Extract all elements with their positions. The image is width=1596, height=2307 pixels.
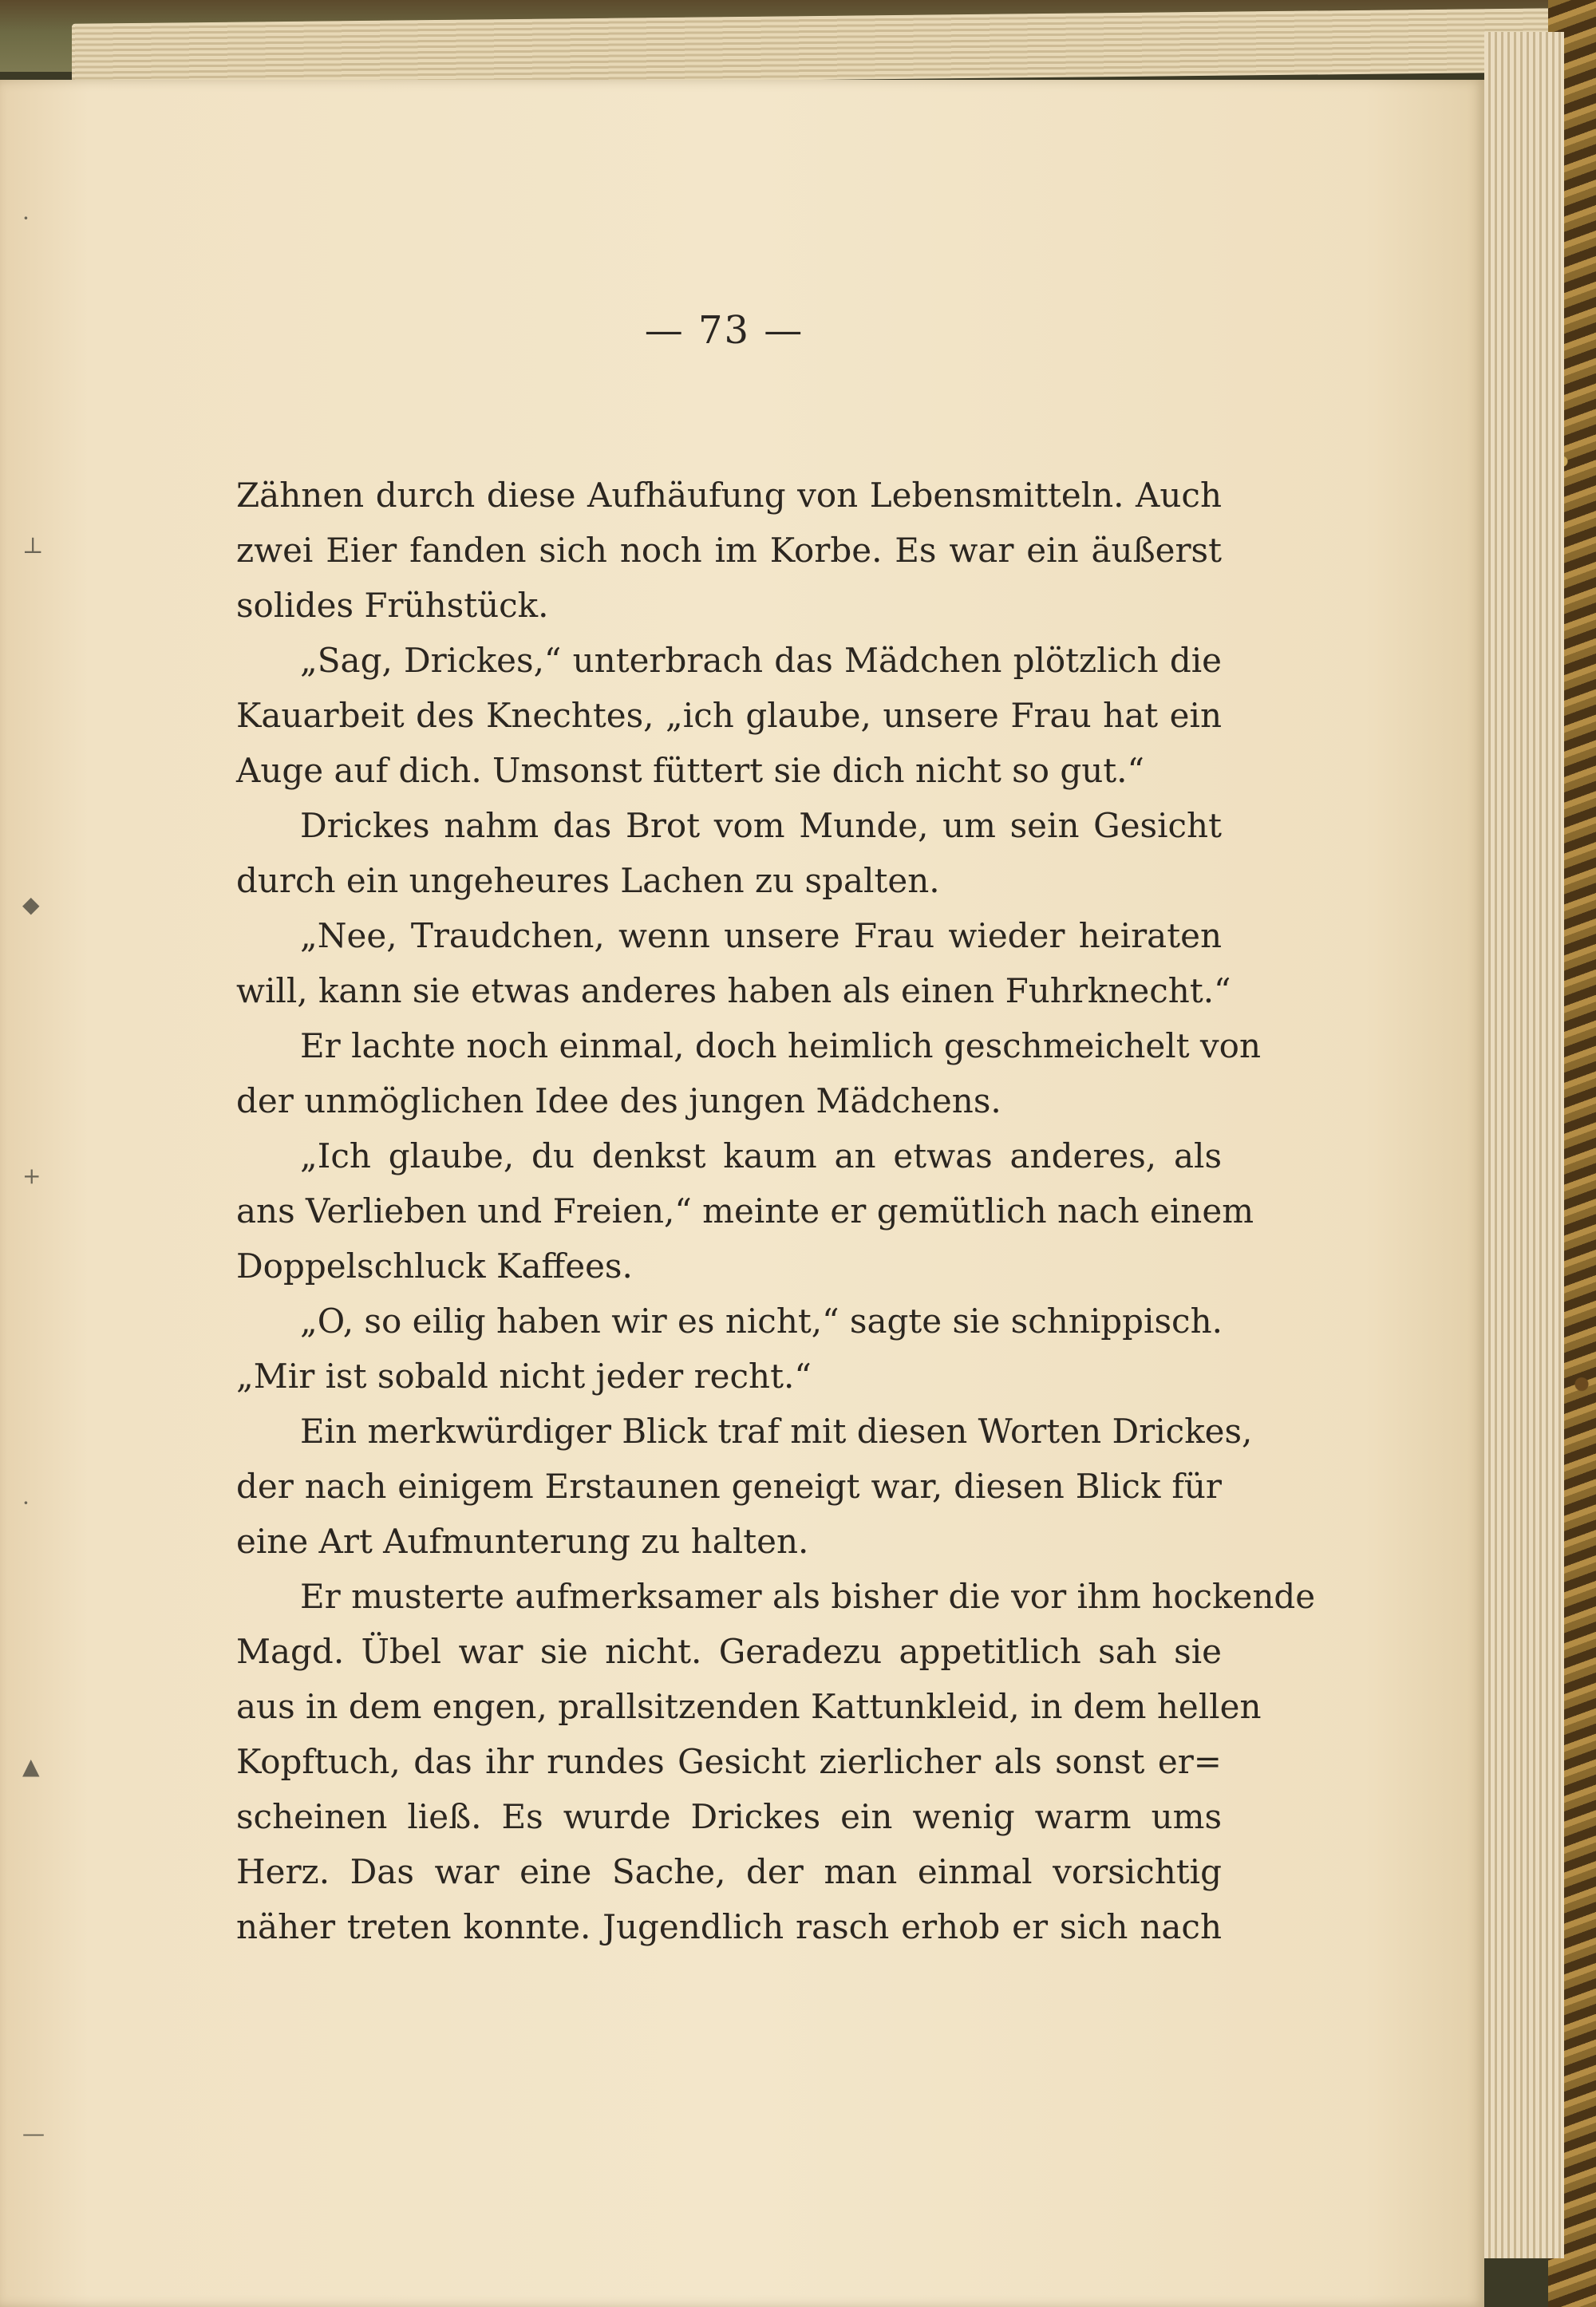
text-line: Doppelschluck Kaffees. xyxy=(236,1246,633,1286)
text-line: Kauarbeit des Knechtes, „ich glaube, unsere Frau hat ein xyxy=(236,696,1222,735)
text-line: näher treten konnte. Jugendlich rasch erhob er sich nach xyxy=(236,1907,1222,1946)
text-line: zwei Eier fanden sich noch im Korbe. Es war ein äußerst xyxy=(236,531,1222,570)
text-line: scheinen ließ. Es wurde Drickes ein wenig warm ums xyxy=(236,1797,1222,1836)
text-line: Ein merkwürdiger Blick traf mit diesen Worten Drickes, xyxy=(300,1412,1253,1451)
text-line: Drickes nahm das Brot vom Munde, um sein Gesicht xyxy=(300,806,1222,845)
text-line: Herz. Das war eine Sache, der man einmal vorsichtig xyxy=(236,1852,1222,1891)
text-line: „O, so eilig haben wir es nicht,“ sagte sie schnippisch. xyxy=(300,1302,1223,1341)
text-line: der nach einigem Erstaunen geneigt war, diesen Blick für xyxy=(236,1467,1222,1506)
book-page xyxy=(0,80,1484,2307)
text-line: eine Art Aufmunterung zu halten. xyxy=(236,1522,809,1561)
text-line: der unmöglichen Idee des jungen Mädchens. xyxy=(236,1081,1001,1120)
stitch-mark: ⊥ xyxy=(22,532,44,559)
text-line: Zähnen durch diese Aufhäufung von Lebensmitteln. Auch xyxy=(236,476,1222,515)
text-line: „Nee, Traudchen, wenn unsere Frau wieder heiraten xyxy=(300,916,1222,955)
text-line: „Ich glaube, du denkst kaum an etwas anderes, als xyxy=(300,1136,1222,1175)
text-line: solides Frühstück. xyxy=(236,586,549,625)
stitch-mark: — xyxy=(22,2120,45,2147)
text-line: ans Verlieben und Freien,“ meinte er gemütlich nach einem xyxy=(236,1191,1254,1231)
stitch-mark: + xyxy=(22,1163,41,1189)
body-text xyxy=(236,468,1316,1954)
text-line: „Sag, Drickes,“ unterbrach das Mädchen plötzlich die xyxy=(300,641,1222,680)
text-line: „Mir ist sobald nicht jeder recht.“ xyxy=(236,1357,812,1396)
page-number: — 73 — xyxy=(644,308,804,353)
text-line: Magd. Übel war sie nicht. Geradezu appetitlich sah sie xyxy=(236,1632,1222,1671)
text-line: Auge auf dich. Umsonst füttert sie dich nicht so gut.“ xyxy=(236,751,1144,790)
text-line: Er lachte noch einmal, doch heimlich geschmeichelt von xyxy=(300,1026,1261,1065)
page-stack-side xyxy=(1484,32,1564,2258)
text-line: aus in dem engen, prallsitzenden Kattunkleid, in dem hellen xyxy=(236,1687,1262,1726)
stitch-mark: ▲ xyxy=(22,1753,40,1780)
stitch-mark: ◆ xyxy=(22,891,40,918)
stitch-mark: · xyxy=(22,205,30,231)
text-line: will, kann sie etwas anderes haben als einen Fuhrknecht.“ xyxy=(236,971,1231,1010)
binding-stitch-marks xyxy=(0,80,72,2307)
text-line: Kopftuch, das ihr rundes Gesicht zierlicher als sonst er= xyxy=(236,1742,1222,1781)
text-line: durch ein ungeheures Lachen zu spalten. xyxy=(236,861,940,900)
stitch-mark: · xyxy=(22,1490,30,1516)
text-line: Er musterte aufmerksamer als bisher die vor ihm hockende xyxy=(300,1577,1316,1616)
